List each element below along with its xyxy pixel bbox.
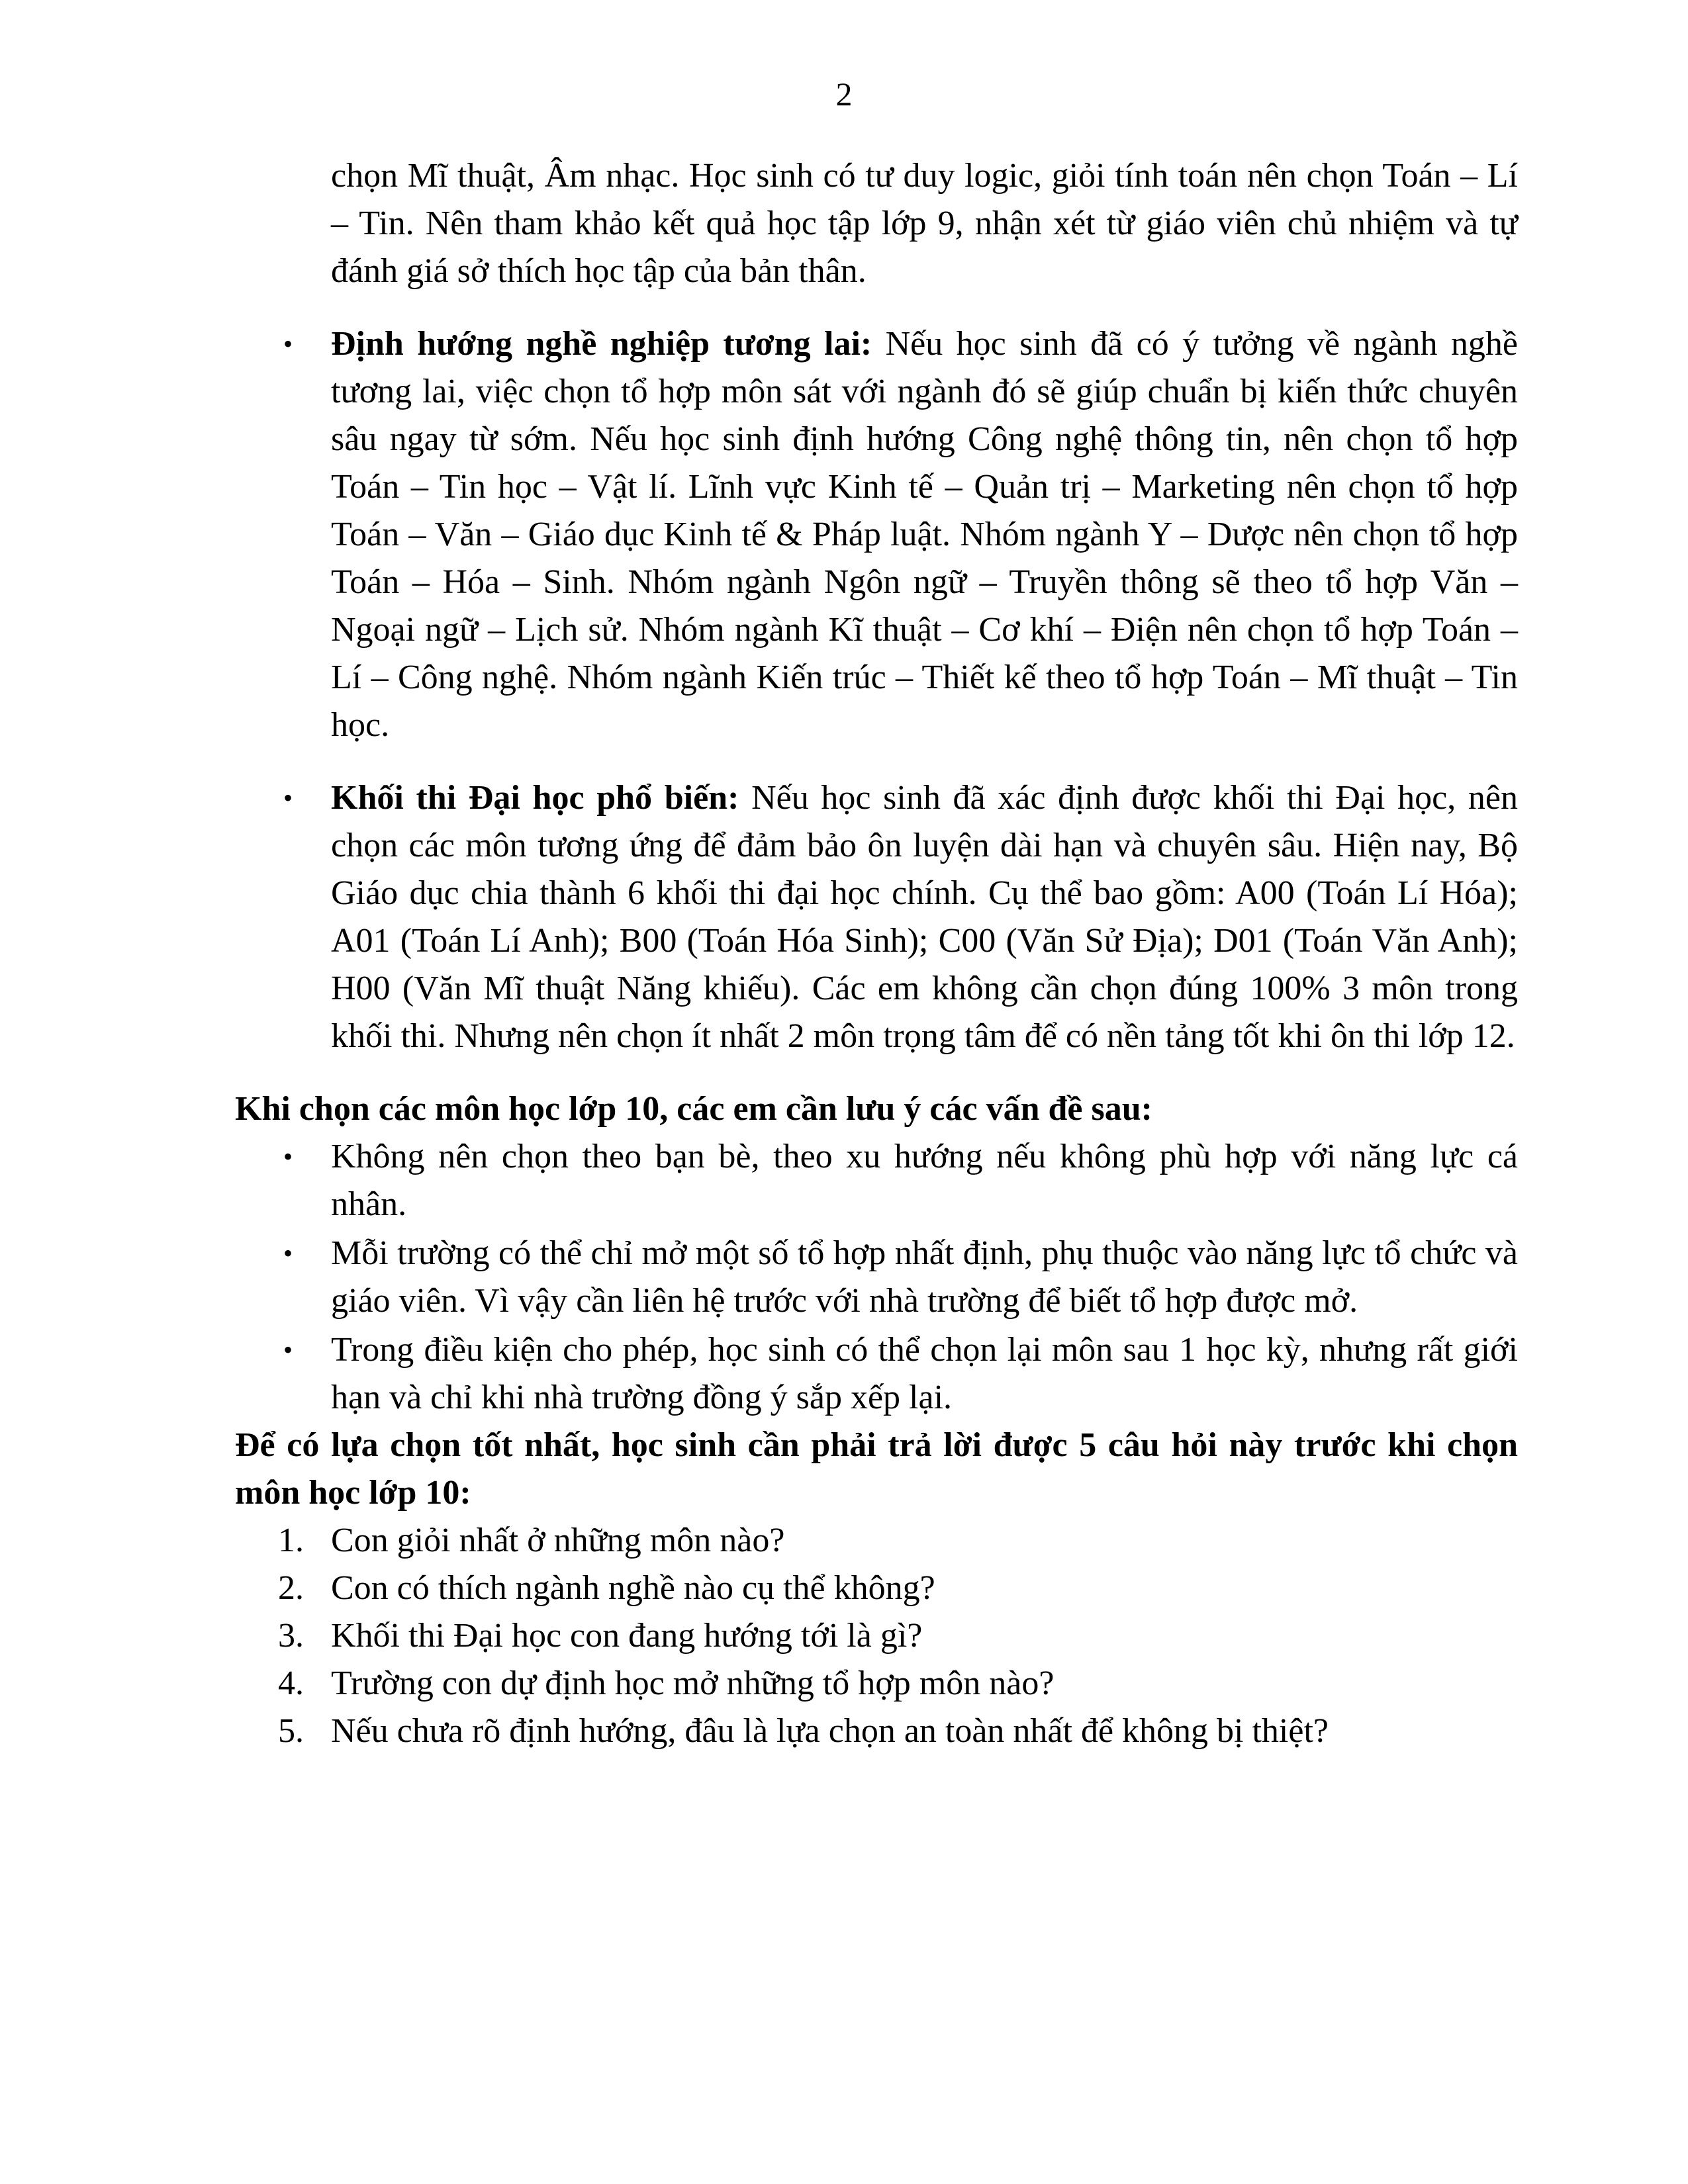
notes-heading: Khi chọn các môn học lớp 10, các em cần lưu ý các vấn đề sau: bbox=[235, 1090, 1152, 1128]
note-text: Không nên chọn theo bạn bè, theo xu hướng nếu không phù hợp với năng lực cá nhân. bbox=[331, 1138, 1518, 1223]
question-item bbox=[278, 1660, 1518, 1707]
bullet-icon: • bbox=[283, 1335, 293, 1365]
question-number: 4. bbox=[278, 1664, 304, 1702]
note-text: Mỗi trường có thể chỉ mở một số tổ hợp nhất định, phụ thuộc vào năng lực tổ chức và giáo viên. Vì vậy cần liên hệ trước với nhà trường để biết tổ hợp được mở. bbox=[331, 1234, 1518, 1320]
bullet-icon: • bbox=[283, 1238, 293, 1268]
bullet-icon: • bbox=[283, 1142, 293, 1171]
document-body bbox=[235, 152, 1518, 1755]
note-text: Trong điều kiện cho phép, học sinh có thể chọn lại môn sau 1 học kỳ, nhưng rất giới hạn và chỉ khi nhà trường đồng ý sắp xếp lại. bbox=[331, 1331, 1518, 1416]
question-text: Nếu chưa rõ định hướng, đâu là lựa chọn an toàn nhất để không bị thiệt? bbox=[331, 1712, 1329, 1750]
question-number: 5. bbox=[278, 1712, 304, 1750]
question-number: 1. bbox=[278, 1522, 304, 1559]
question-text: Khối thi Đại học con đang hướng tới là gì? bbox=[331, 1617, 923, 1655]
question-item bbox=[278, 1707, 1518, 1755]
question-number: 3. bbox=[278, 1617, 304, 1655]
note-item bbox=[283, 1230, 1518, 1325]
intro-continuation-paragraph: chọn Mĩ thuật, Âm nhạc. Học sinh có tư duy logic, giỏi tính toán nên chọn Toán – Lí – Tin. Nên tham khảo kết quả học tập lớp 9, nhận xét từ giáo viên chủ nhiệm và tự đánh giá sở thích học tập của bản thân. bbox=[331, 157, 1518, 290]
note-item bbox=[283, 1133, 1518, 1228]
questions-heading: Để có lựa chọn tốt nhất, học sinh cần phải trả lời được 5 câu hỏi này trước khi chọn môn học lớp 10: bbox=[235, 1426, 1518, 1512]
page-number: 2 bbox=[835, 75, 853, 113]
criteria-item-career bbox=[283, 320, 1518, 749]
criteria-text: Nếu học sinh đã xác định được khối thi Đại học, nên chọn các môn tương ứng để đảm bảo ôn luyện dài hạn và chuyên sâu. Hiện nay, Bộ Giáo dục chia thành 6 khối thi đại học chính. Cụ thể bao gồm: A00 (Toán Lí Hóa); A01 (Toán Lí Anh); B00 (Toán Hóa Sinh); C00 (Văn Sử Địa); D01 (Toán Văn Anh); H00 (Văn Mĩ thuật Năng khiếu). Các em không cần chọn đúng 100% 3 môn trong khối thi. Nhưng nên chọn ít nhất 2 môn trọng tâm để có nền tảng tốt khi ôn thi lớp 12. bbox=[331, 779, 1518, 1055]
question-text: Trường con dự định học mở những tổ hợp môn nào? bbox=[331, 1664, 1055, 1702]
criteria-item-exam-block bbox=[283, 774, 1518, 1060]
question-item bbox=[278, 1565, 1518, 1612]
question-text: Con giỏi nhất ở những môn nào? bbox=[331, 1522, 785, 1559]
question-item bbox=[278, 1612, 1518, 1660]
question-number: 2. bbox=[278, 1569, 304, 1607]
criteria-lead: Định hướng nghề nghiệp tương lai: bbox=[331, 325, 872, 363]
bullet-icon: • bbox=[283, 783, 293, 813]
bullet-icon: • bbox=[283, 329, 293, 359]
question-item bbox=[278, 1517, 1518, 1565]
note-item bbox=[283, 1326, 1518, 1422]
criteria-lead: Khối thi Đại học phổ biến: bbox=[331, 779, 739, 817]
criteria-text: Nếu học sinh đã có ý tưởng về ngành nghề tương lai, việc chọn tổ hợp môn sát với ngành đó sẽ giúp chuẩn bị kiến thức chuyên sâu ngay từ sớm. Nếu học sinh định hướng Công nghệ thông tin, nên chọn tổ hợp Toán – Tin học – Vật lí. Lĩnh vực Kinh tế – Quản trị – Marketing nên chọn tổ hợp Toán – Văn – Giáo dục Kinh tế & Pháp luật. Nhóm ngành Y – Dược nên chọn tổ hợp Toán – Hóa – Sinh. Nhóm ngành Ngôn ngữ – Truyền thông sẽ theo tổ hợp Văn – Ngoại ngữ – Lịch sử. Nhóm ngành Kĩ thuật – Cơ khí – Điện nên chọn tổ hợp Toán – Lí – Công nghệ. Nhóm ngành Kiến trúc – Thiết kế theo tổ hợp Toán – Mĩ thuật – Tin học. bbox=[331, 325, 1518, 744]
question-text: Con có thích ngành nghề nào cụ thể không? bbox=[331, 1569, 935, 1607]
